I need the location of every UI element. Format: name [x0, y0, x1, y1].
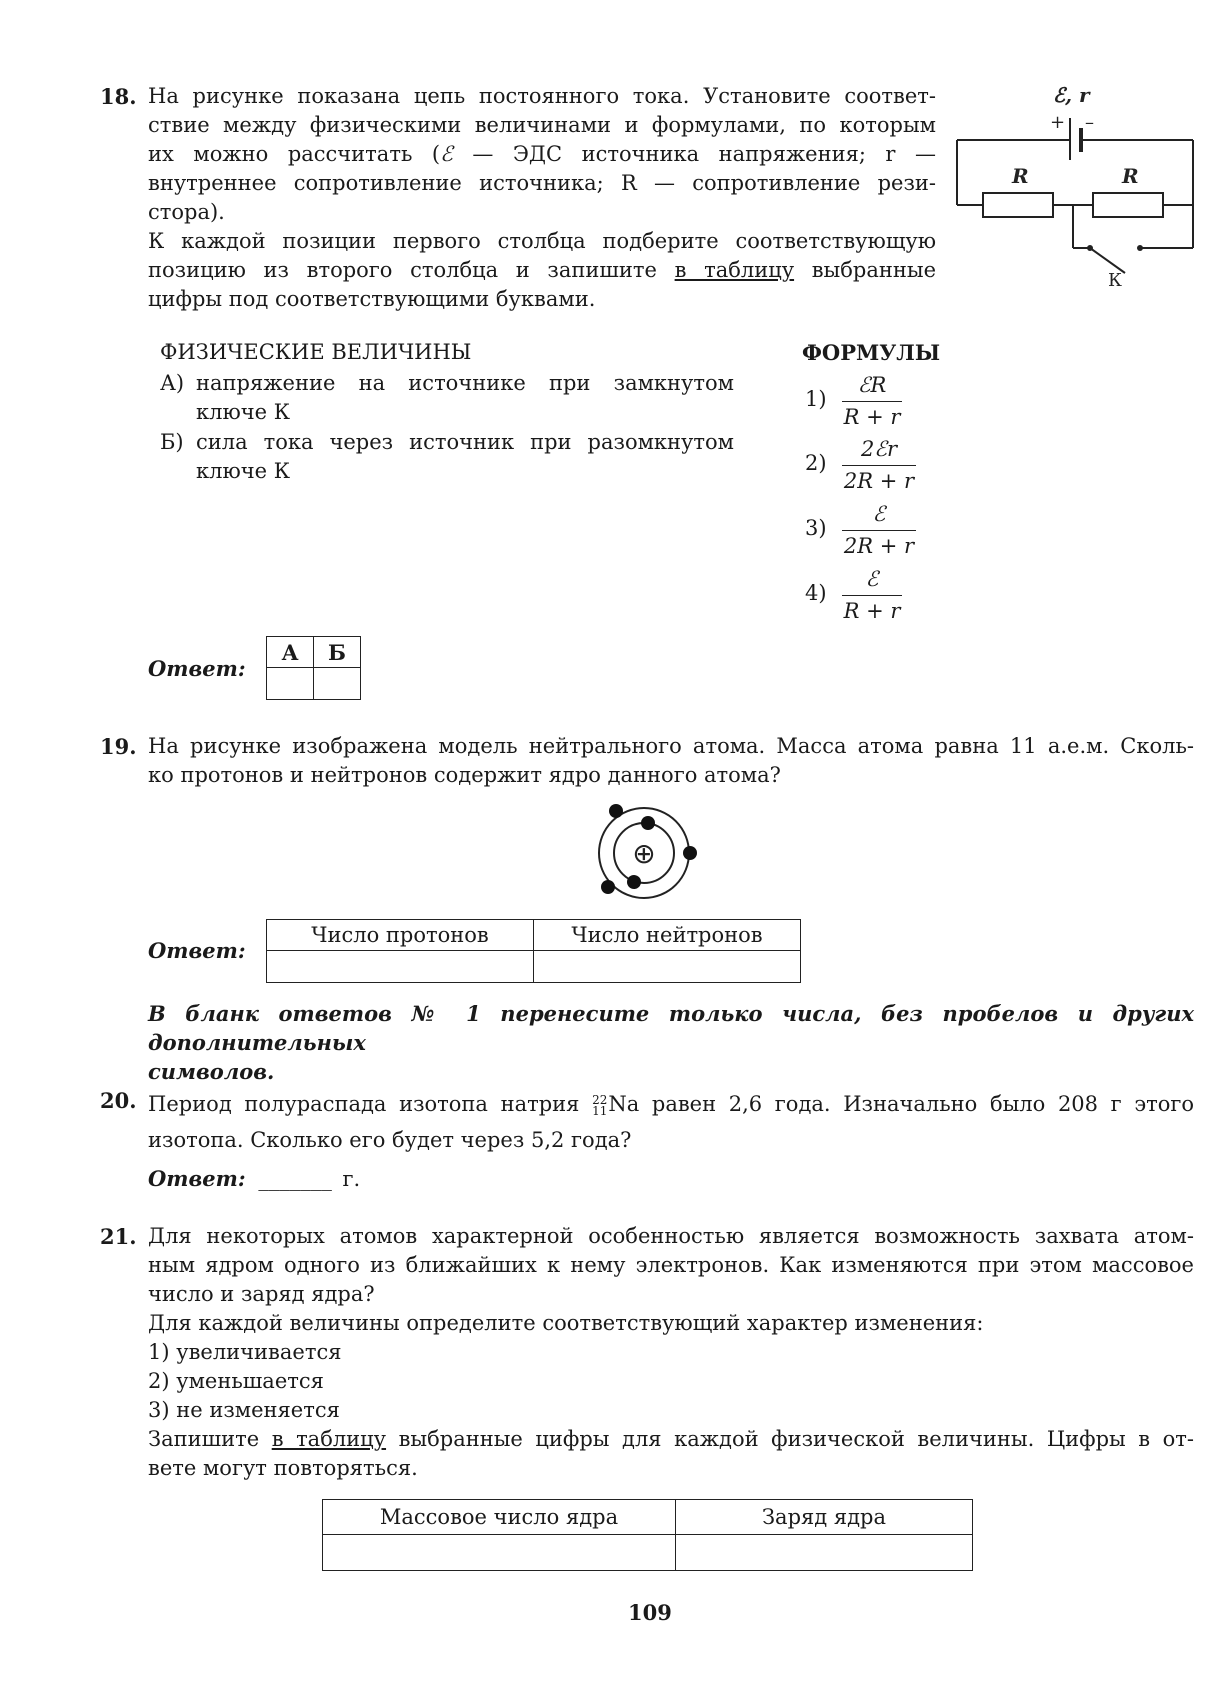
formula-3-numerator: ℰ [842, 499, 916, 531]
q19-col-protons: Число протонов [267, 920, 534, 951]
q20-number: 20. [100, 1088, 137, 1113]
formula-1-denominator: R + r [843, 405, 901, 429]
q19-line1: На рисунке изображена модель нейтрального атома. Масса атома равна 11 а.е.м. Сколь- [148, 734, 1194, 758]
q21-number: 21. [100, 1224, 137, 1249]
q19-note [148, 999, 1194, 1086]
q21-cell-mass[interactable] [323, 1535, 676, 1571]
formula-2-numerator: 2ℰr [842, 434, 916, 466]
electron-5 [601, 880, 615, 894]
formula-4-numerator: ℰ [842, 564, 902, 596]
q21-line5 [148, 1425, 1194, 1454]
q20-line1 [148, 1086, 1194, 1122]
formula-2 [842, 434, 916, 496]
q18-line7b: выбранные [794, 258, 936, 282]
emf-symbol: ℰ [440, 142, 453, 166]
q18-line2: ствие между физическими величинами и формулами, по которым [148, 113, 936, 137]
q19-answer-table [266, 919, 801, 983]
col1-header: ФИЗИЧЕСКИЕ ВЕЛИЧИНЫ [160, 340, 472, 364]
q21-line4: Для каждой величины определите соответствующий характер изменения: [148, 1311, 984, 1335]
q18-line6: К каждой позиции первого столбца подберите соответствующую [148, 229, 936, 253]
q18-cell-b[interactable] [314, 668, 361, 700]
q18-line7-underlined: в таблицу [674, 258, 795, 282]
resistor-1 [983, 193, 1053, 217]
q19-note-line2: символов. [148, 1059, 275, 1084]
q18-number: 18. [100, 84, 137, 109]
q18-col-a: А [267, 637, 314, 668]
q18-answer-label: Ответ: [148, 656, 246, 681]
itemB [196, 428, 734, 486]
itemB-letter: Б) [160, 430, 184, 454]
q21-line3: число и заряд ядра? [148, 1282, 375, 1306]
page-number: 109 [628, 1600, 672, 1625]
q20-line2: изотопа. Сколько его будет через 5,2 года? [148, 1128, 632, 1152]
q18-cell-a[interactable] [267, 668, 314, 700]
plus-sign: + [1050, 112, 1066, 133]
q19-note-line1: В бланк ответов № 1 перенесите только числа, без пробелов и других дополнительных [148, 1001, 1194, 1055]
q21-line1: Для некоторых атомов характерной особенностью является возможность захвата атом- [148, 1224, 1194, 1248]
q20-answer-label: Ответ: [148, 1166, 246, 1191]
q21-col-mass: Массовое число ядра [323, 1500, 676, 1535]
q19-number: 19. [100, 734, 137, 759]
resistor-2-label: R [1122, 164, 1139, 188]
q21-option-3: 3) не изменяется [148, 1398, 340, 1422]
electron-3 [683, 846, 697, 860]
q21-text [148, 1222, 1194, 1483]
q21-col-charge: Заряд ядра [676, 1500, 973, 1535]
key-label: К [1108, 270, 1122, 291]
itemA [196, 369, 734, 427]
q21-line2: ным ядром одного из ближайших к нему электронов. Как изменяются при этом массовое [148, 1253, 1194, 1277]
q20-answer [148, 1166, 360, 1191]
formula-1-numerator: ℰR [842, 370, 902, 402]
itemA-line2: ключе К [196, 400, 290, 424]
q19-line2: ко протонов и нейтронов содержит ядро данного атома? [148, 763, 781, 787]
q18-line7a: позицию из второго столбца и запишите [148, 258, 675, 282]
mass-number: 22 [592, 1092, 608, 1107]
q18-text [148, 82, 936, 314]
emf-label: ℰ, r [1053, 83, 1090, 107]
itemA-line1: напряжение на источнике при замкнутом [196, 371, 734, 395]
formula-4-denominator: R + r [843, 599, 901, 623]
isotope-indices [592, 1092, 608, 1118]
q18-line7 [148, 256, 936, 285]
minus-sign: – [1085, 112, 1094, 133]
q18-line3b: — ЭДС источника напряжения; r — [452, 142, 936, 166]
key-contact-1 [1087, 245, 1093, 251]
q18-line8: цифры под соответствующими буквами. [148, 287, 596, 311]
q21-line5b: выбранные цифры для каждой физической величины. Цифры в от- [386, 1427, 1194, 1451]
q20-line1b: равен 2,6 года. Изначально было 208 г этого [639, 1092, 1194, 1116]
q18-answer-table [266, 636, 361, 700]
itemB-line2: ключе К [196, 459, 290, 483]
q19-cell-neutrons[interactable] [534, 951, 801, 983]
formula-4 [842, 564, 902, 626]
formula-3 [842, 499, 916, 561]
formula-1 [842, 370, 902, 432]
electron-4 [627, 875, 641, 889]
q18-line3a: их можно рассчитать ( [148, 142, 441, 166]
element-symbol: Na [608, 1092, 640, 1116]
q19-text [148, 732, 1194, 790]
resistor-2 [1093, 193, 1163, 217]
q18-line1: На рисунке показана цепь постоянного тока. Установите соответ- [148, 84, 936, 108]
resistor-1-label: R [1012, 164, 1029, 188]
q18-line4: внутреннее сопротивление источника; R — сопротивление рези- [148, 171, 936, 195]
q20-line1a: Период полураспада изотопа натрия [148, 1092, 593, 1116]
q19-col-neutrons: Число нейтронов [534, 920, 801, 951]
q19-cell-protons[interactable] [267, 951, 534, 983]
formula-1-number: 1) [805, 387, 827, 411]
atomic-number: 11 [592, 1103, 608, 1118]
q18-line5: стора). [148, 200, 225, 224]
itemB-line1: сила тока через источник при разомкнутом [196, 430, 734, 454]
nucleus: ⊕ [632, 837, 656, 870]
formula-2-denominator: 2R + r [843, 469, 915, 493]
q21-line6: вете могут повторяться. [148, 1456, 418, 1480]
q18-col-b: Б [314, 637, 361, 668]
col2-header: ФОРМУЛЫ [802, 340, 941, 365]
itemA-letter: А) [160, 371, 185, 395]
q21-option-2: 2) уменьшается [148, 1369, 324, 1393]
formula-2-number: 2) [805, 451, 827, 475]
q21-answer-table [322, 1499, 973, 1571]
atom-model [586, 796, 706, 906]
q20-answer-unit: г. [342, 1167, 361, 1191]
q21-line5a: Запишите [148, 1427, 272, 1451]
electron-2 [641, 816, 655, 830]
formula-4-number: 4) [805, 581, 827, 605]
formula-3-denominator: 2R + r [843, 534, 915, 558]
q19-answer-label: Ответ: [148, 938, 246, 963]
formula-3-number: 3) [805, 516, 827, 540]
q20-answer-blank[interactable]: _______ [258, 1167, 332, 1191]
electron-1 [609, 804, 623, 818]
q21-line5-underlined: в таблицу [271, 1427, 387, 1451]
circuit-diagram [950, 80, 1200, 295]
q21-cell-charge[interactable] [676, 1535, 973, 1571]
key-contact-2 [1137, 245, 1143, 251]
q21-option-1: 1) увеличивается [148, 1340, 342, 1364]
q20-text [148, 1086, 1194, 1158]
q18-line3 [148, 140, 936, 169]
